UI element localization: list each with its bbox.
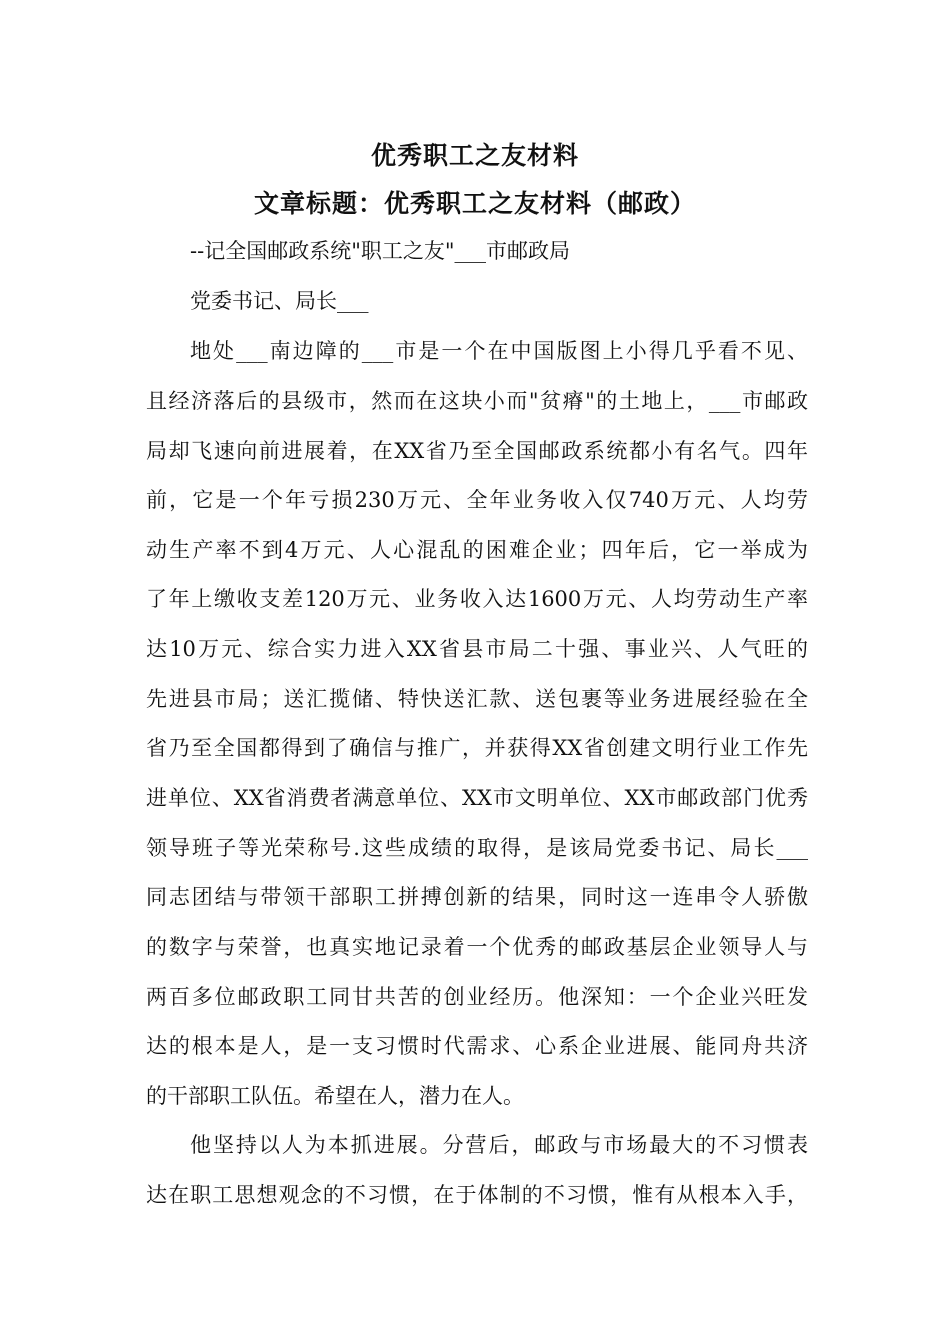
paragraph-1-line-9: 省乃至全国都得到了确信与推广，并获得XX省创建文明行业工作先	[146, 736, 808, 760]
paragraph-1-line-16: 的干部职工队伍。希望在人，潜力在人。	[146, 1084, 524, 1108]
paragraph-1-line-6: 了年上缴收支差120万元、业务收入达1600万元、人均劳动生产率	[146, 587, 808, 611]
byline-line-1: --记全国邮政系统"职工之友"___市邮政局	[190, 239, 571, 263]
paragraph-1-line-10: 进单位、XX省消费者满意单位、XX市文明单位、XX市邮政部门优秀	[146, 786, 808, 810]
paragraph-1-line-1: 地处___南边障的___市是一个在中国版图上小得几乎看不见、	[190, 339, 808, 363]
paragraph-1-line-14: 两百多位邮政职工同甘共苦的创业经历。他深知：一个企业兴旺发	[146, 985, 808, 1009]
paragraph-1-line-3: 局却飞速向前进展着，在XX省乃至全国邮政系统都小有名气。四年	[146, 439, 808, 463]
paragraph-1-line-13: 的数字与荣誉，也真实地记录着一个优秀的邮政基层企业领导人与	[146, 935, 808, 959]
paragraph-1-line-15: 达的根本是人，是一支习惯时代需求、心系企业进展、能同舟共济	[146, 1034, 808, 1058]
paragraph-1-line-5: 动生产率不到4万元、人心混乱的困难企业；四年后，它一举成为	[146, 538, 808, 562]
paragraph-2-line-2: 达在职工思想观念的不习惯，在于体制的不习惯，惟有从根本入手，	[146, 1183, 808, 1207]
document-title: 优秀职工之友材料	[370, 141, 579, 170]
paragraph-1-line-11: 领导班子等光荣称号.这些成绩的取得，是该局党委书记、局长___	[146, 836, 808, 860]
paragraph-1-line-8: 先进县市局；送汇揽储、特快送汇款、送包裹等业务进展经验在全	[146, 687, 808, 711]
byline-line-2: 党委书记、局长___	[190, 289, 369, 313]
paragraph-1-line-2: 且经济落后的县级市，然而在这块小而"贫瘠"的土地上，___市邮政	[146, 389, 808, 413]
paragraph-2-line-1: 他坚持以人为本抓进展。分营后，邮政与市场最大的不习惯表	[190, 1133, 808, 1157]
document-subtitle: 文章标题：优秀职工之友材料（邮政）	[253, 189, 696, 218]
paragraph-1-line-7: 达10万元、综合实力进入XX省县市局二十强、事业兴、人气旺的	[146, 637, 808, 661]
paragraph-1-line-12: 同志团结与带领干部职工拼搏创新的结果，同时这一连串令人骄傲	[146, 885, 808, 909]
paragraph-1-line-4: 前，它是一个年亏损230万元、全年业务收入仅740万元、人均劳	[146, 488, 808, 512]
